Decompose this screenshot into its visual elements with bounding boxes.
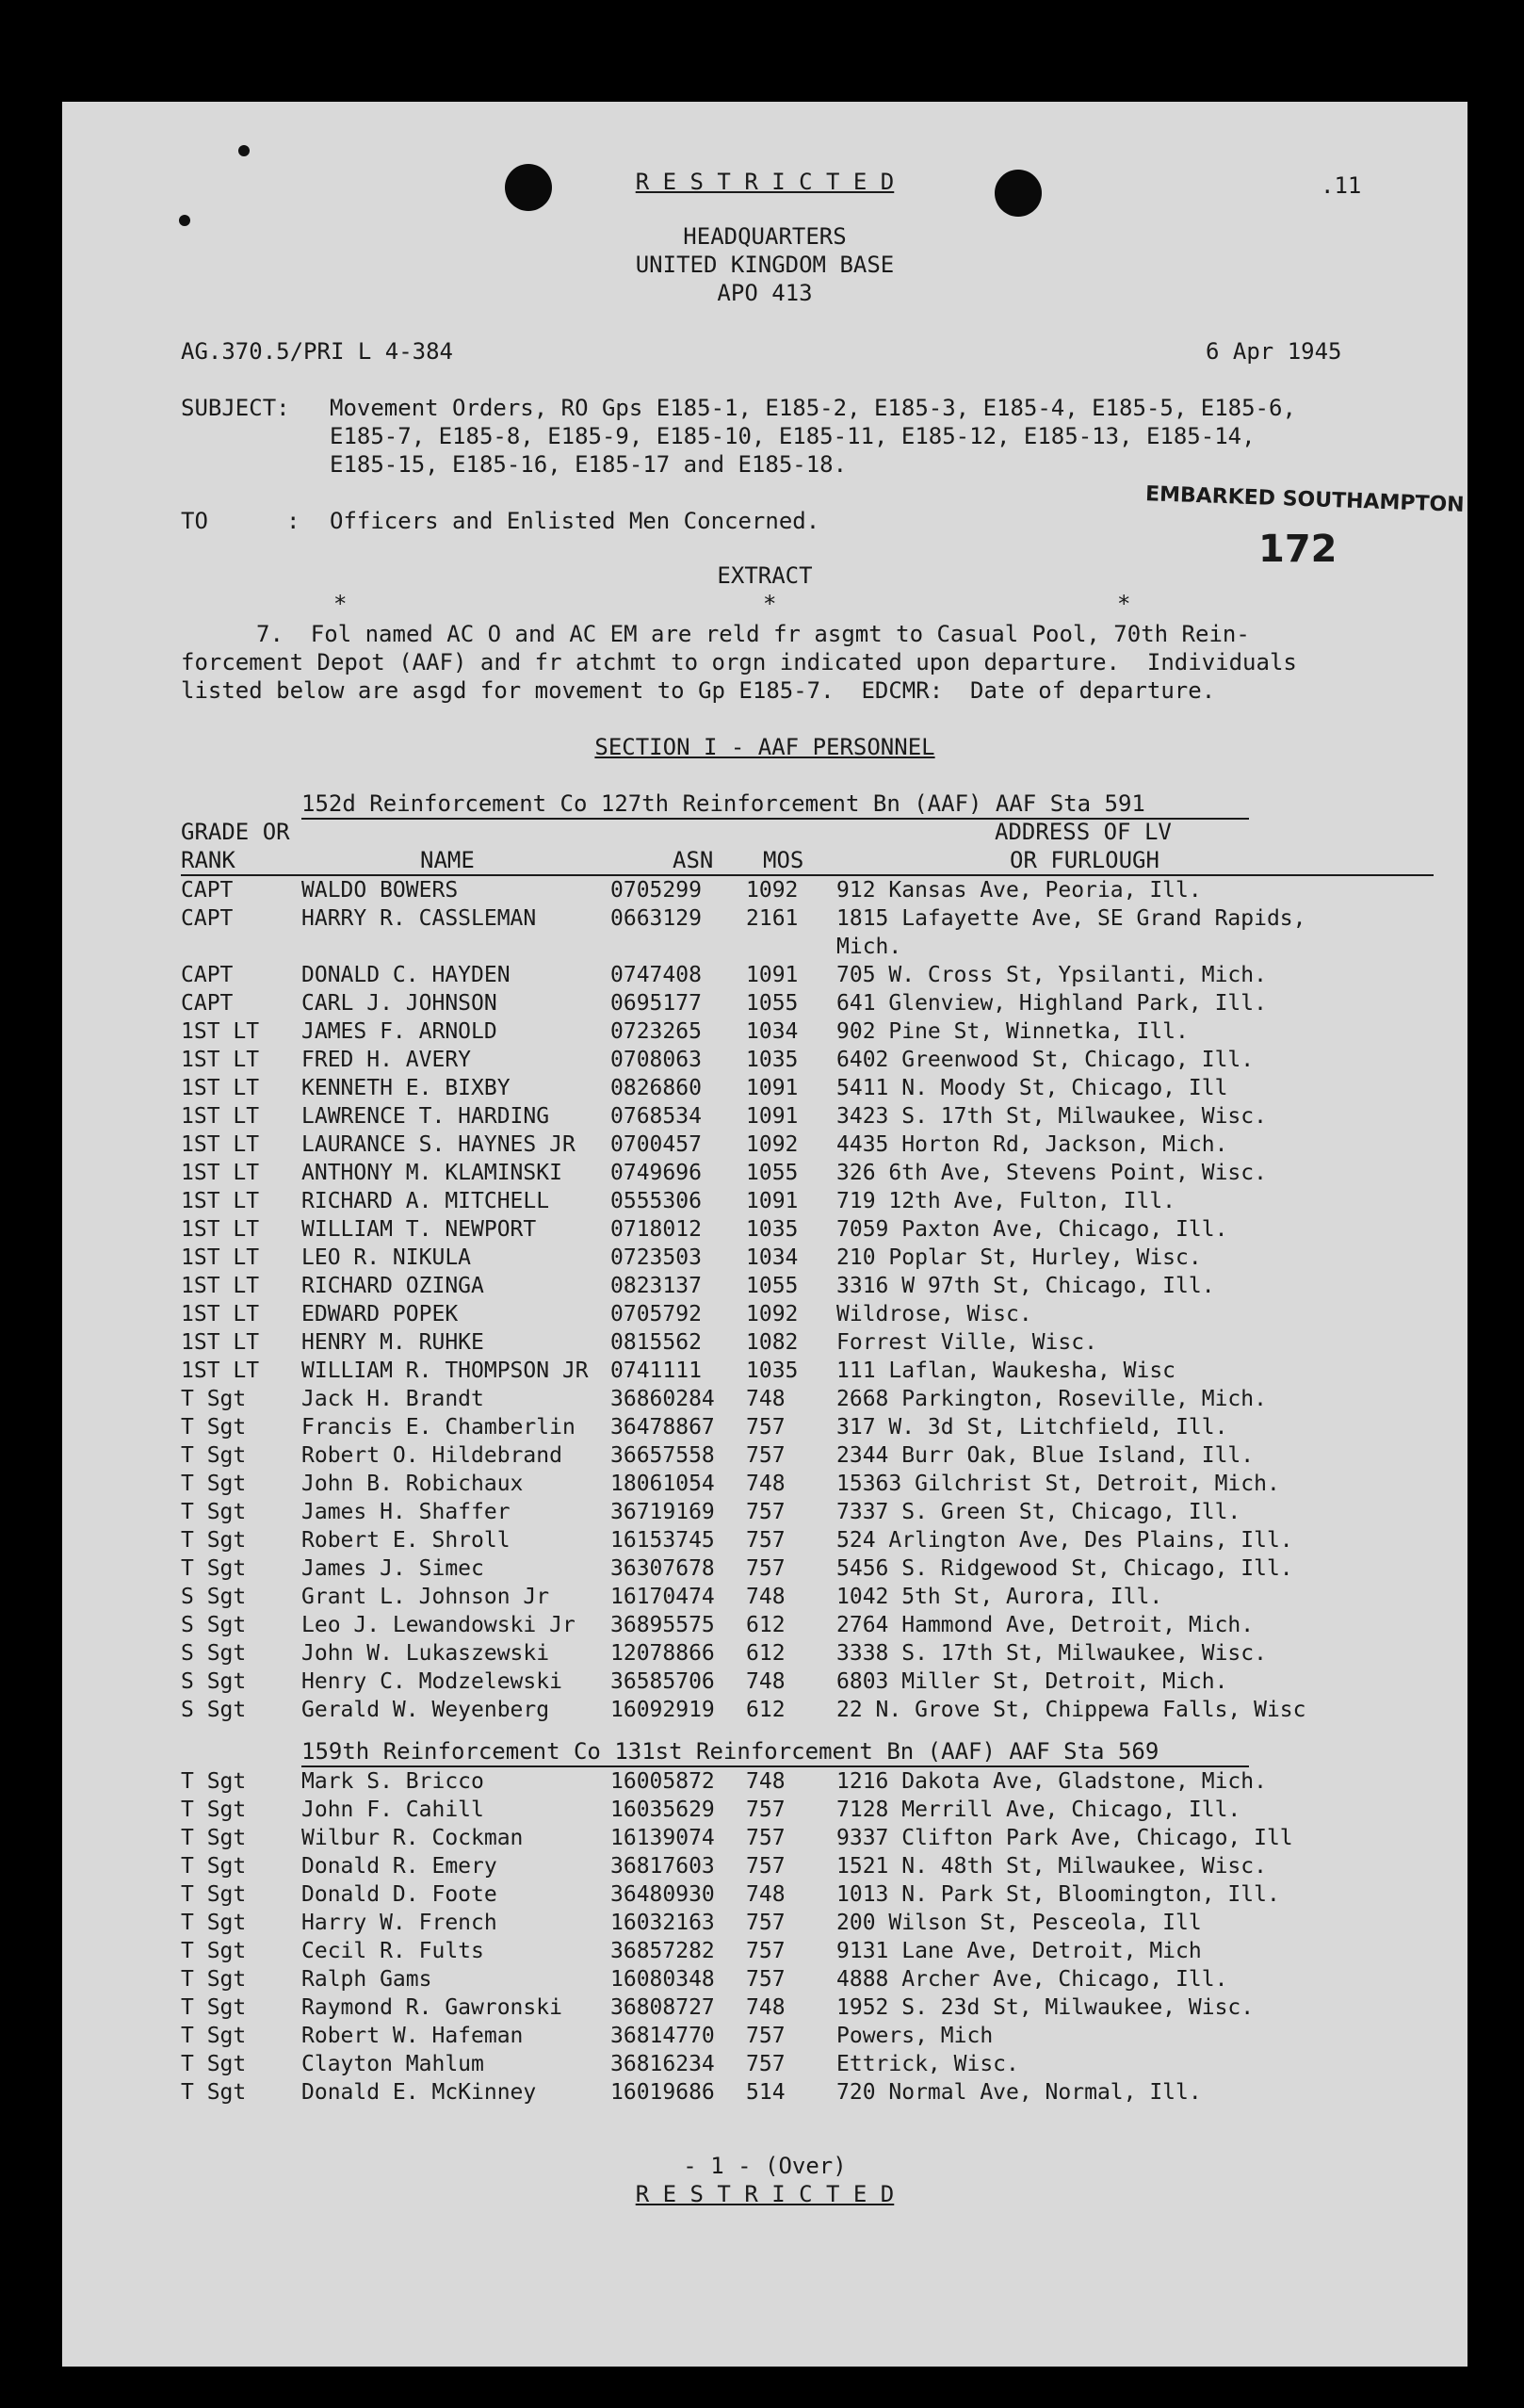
- grade-cell: T Sgt: [181, 1911, 247, 1935]
- classification-top: R E S T R I C T E D: [635, 169, 895, 195]
- asn-cell: 36895575: [610, 1613, 715, 1637]
- table-row: [62, 1215, 1467, 1244]
- asn-cell: 36307678: [610, 1556, 715, 1581]
- grade-cell: CAPT: [181, 878, 234, 903]
- mos-cell: 748: [746, 1769, 786, 1794]
- table-row: [62, 1909, 1467, 1937]
- table-row: [62, 1357, 1467, 1385]
- name-cell: Donald R. Emery: [301, 1854, 497, 1879]
- mos-cell: 757: [746, 1443, 786, 1468]
- grade-cell: T Sgt: [181, 2080, 247, 2105]
- unit-heading-2: 159th Reinforcement Co 131st Reinforcement Bn (AAF) AAF Sta 569: [301, 1738, 1159, 1765]
- address-cell: 7059 Paxton Ave, Chicago, Ill.: [836, 1217, 1228, 1242]
- table-row: [62, 1554, 1467, 1583]
- mos-cell: 757: [746, 1939, 786, 1963]
- table-row: [62, 1470, 1467, 1498]
- table-row: [62, 1017, 1467, 1046]
- table-row: [62, 1852, 1467, 1880]
- name-cell: James H. Shaffer: [301, 1500, 511, 1524]
- grade-cell: CAPT: [181, 963, 234, 987]
- asn-cell: 0723503: [610, 1245, 702, 1270]
- asn-cell: 36808727: [610, 1995, 715, 2020]
- paragraph-line-1: 7. Fol named AC O and AC EM are reld fr asgmt to Casual Pool, 70th Rein-: [256, 621, 1250, 647]
- asn-cell: 36814770: [610, 2024, 715, 2048]
- mos-cell: 748: [746, 1882, 786, 1907]
- address-cell: Ettrick, Wisc.: [836, 2052, 1019, 2076]
- mos-cell: 748: [746, 1585, 786, 1609]
- table-row: [62, 1159, 1467, 1187]
- mos-cell: 1034: [746, 1019, 799, 1044]
- table-row: [62, 1131, 1467, 1159]
- table-row: [62, 1526, 1467, 1554]
- name-cell: KENNETH E. BIXBY: [301, 1076, 511, 1100]
- name-cell: John F. Cahill: [301, 1798, 484, 1822]
- asn-cell: 0705299: [610, 878, 702, 903]
- mos-cell: 1091: [746, 963, 799, 987]
- table-row: [62, 1880, 1467, 1909]
- ink-speck: [238, 145, 250, 156]
- file-reference: AG.370.5/PRI L 4-384: [181, 338, 453, 365]
- name-cell: ANTHONY M. KLAMINSKI: [301, 1161, 562, 1185]
- asn-cell: 36478867: [610, 1415, 715, 1440]
- asn-cell: 0718012: [610, 1217, 702, 1242]
- grade-cell: T Sgt: [181, 2024, 247, 2048]
- name-cell: WILLIAM R. THOMPSON JR: [301, 1359, 589, 1383]
- asn-cell: 0826860: [610, 1076, 702, 1100]
- asn-cell: 12078866: [610, 1641, 715, 1666]
- name-cell: JAMES F. ARNOLD: [301, 1019, 497, 1044]
- table-row: [62, 1074, 1467, 1102]
- address-cell: 1216 Dakota Ave, Gladstone, Mich.: [836, 1769, 1267, 1794]
- col-asn: ASN: [673, 847, 714, 873]
- table-row: [62, 1300, 1467, 1328]
- subject-line-1: Movement Orders, RO Gps E185-1, E185-2, E185-3, E185-4, E185-5, E185-6,: [330, 395, 1296, 421]
- grade-cell: T Sgt: [181, 1798, 247, 1822]
- mos-cell: 757: [746, 1500, 786, 1524]
- name-cell: Robert E. Shroll: [301, 1528, 511, 1553]
- asn-cell: 16019686: [610, 2080, 715, 2105]
- address-cell: 5411 N. Moody St, Chicago, Ill: [836, 1076, 1228, 1100]
- asn-cell: 16170474: [610, 1585, 715, 1609]
- mos-cell: 1055: [746, 991, 799, 1016]
- name-cell: John W. Lukaszewski: [301, 1641, 550, 1666]
- address-cell: 2668 Parkington, Roseville, Mich.: [836, 1387, 1267, 1411]
- asn-cell: 36860284: [610, 1387, 715, 1411]
- table-row: [62, 989, 1467, 1017]
- name-cell: FRED H. AVERY: [301, 1048, 472, 1072]
- name-cell: RICHARD OZINGA: [301, 1274, 484, 1298]
- classification-bottom: R E S T R I C T E D: [635, 2181, 895, 2207]
- mos-cell: 1055: [746, 1274, 799, 1298]
- grade-cell: 1ST LT: [181, 1076, 260, 1100]
- mos-cell: 757: [746, 1826, 786, 1850]
- mos-cell: 1035: [746, 1359, 799, 1383]
- mos-cell: 1092: [746, 878, 799, 903]
- paragraph-line-2: forcement Depot (AAF) and fr atchmt to orgn indicated upon departure. Individuals: [181, 649, 1297, 675]
- grade-cell: 1ST LT: [181, 1048, 260, 1072]
- name-cell: CARL J. JOHNSON: [301, 991, 497, 1016]
- table-row: [62, 2078, 1467, 2107]
- asn-cell: 0695177: [610, 991, 702, 1016]
- name-cell: James J. Simec: [301, 1556, 484, 1581]
- grade-cell: T Sgt: [181, 1387, 247, 1411]
- table-row: [62, 1102, 1467, 1131]
- grade-cell: T Sgt: [181, 1528, 247, 1553]
- table-row: [62, 1046, 1467, 1074]
- address-cell: 1521 N. 48th St, Milwaukee, Wisc.: [836, 1854, 1267, 1879]
- address-cell: Powers, Mich: [836, 2024, 994, 2048]
- mos-cell: 1034: [746, 1245, 799, 1270]
- mos-cell: 757: [746, 1415, 786, 1440]
- table-row: [62, 904, 1467, 933]
- mos-cell: 757: [746, 2052, 786, 2076]
- table-row: [62, 1413, 1467, 1441]
- to-label: TO: [181, 508, 208, 534]
- address-cell: 912 Kansas Ave, Peoria, Ill.: [836, 878, 1202, 903]
- subject-line-3: E185-15, E185-16, E185-17 and E185-18.: [330, 451, 848, 478]
- name-cell: Wilbur R. Cockman: [301, 1826, 524, 1850]
- grade-cell: T Sgt: [181, 1967, 247, 1992]
- grade-cell: T Sgt: [181, 1995, 247, 2020]
- table-row: [62, 1767, 1467, 1796]
- mos-cell: 757: [746, 1556, 786, 1581]
- mos-cell: 748: [746, 1387, 786, 1411]
- name-cell: Clayton Mahlum: [301, 2052, 484, 2076]
- grade-cell: T Sgt: [181, 1415, 247, 1440]
- asn-cell: 16153745: [610, 1528, 715, 1553]
- grade-cell: 1ST LT: [181, 1161, 260, 1185]
- grade-cell: S Sgt: [181, 1641, 247, 1666]
- asn-cell: 0815562: [610, 1330, 702, 1355]
- asn-cell: 0768534: [610, 1104, 702, 1129]
- address-cell: 326 6th Ave, Stevens Point, Wisc.: [836, 1161, 1267, 1185]
- name-cell: HARRY R. CASSLEMAN: [301, 906, 537, 931]
- mos-cell: 757: [746, 1854, 786, 1879]
- asn-cell: 0700457: [610, 1132, 702, 1157]
- col-grade-line-2: RANK: [181, 847, 235, 873]
- section-title: SECTION I - AAF PERSONNEL: [594, 734, 935, 760]
- embarked-stamp: EMBARKED SOUTHAMPTON: [1144, 482, 1465, 517]
- footer-page-number: - 1 - (Over): [683, 2153, 847, 2179]
- name-cell: Leo J. Lewandowski Jr: [301, 1613, 576, 1637]
- asn-cell: 36719169: [610, 1500, 715, 1524]
- header-line-2: UNITED KINGDOM BASE: [635, 252, 895, 278]
- name-cell: Gerald W. Weyenberg: [301, 1698, 550, 1722]
- asn-cell: 0747408: [610, 963, 702, 987]
- grade-cell: 1ST LT: [181, 1274, 260, 1298]
- address-cell: 641 Glenview, Highland Park, Ill.: [836, 991, 1267, 1016]
- col-address-line-1: ADDRESS OF LV: [995, 819, 1172, 845]
- asn-cell: 0705792: [610, 1302, 702, 1326]
- address-cell: 3338 S. 17th St, Milwaukee, Wisc.: [836, 1641, 1267, 1666]
- address-cell: Wildrose, Wisc.: [836, 1302, 1032, 1326]
- table-row: [62, 1639, 1467, 1668]
- name-cell: Grant L. Johnson Jr: [301, 1585, 550, 1609]
- address-cell: 2344 Burr Oak, Blue Island, Ill.: [836, 1443, 1255, 1468]
- address-cell: 1815 Lafayette Ave, SE Grand Rapids,: [836, 906, 1306, 931]
- address-cell: 6402 Greenwood St, Chicago, Ill.: [836, 1048, 1255, 1072]
- asn-cell: 36585706: [610, 1669, 715, 1694]
- mos-cell: 1035: [746, 1217, 799, 1242]
- page-mark: .11: [1321, 172, 1362, 199]
- name-cell: DONALD C. HAYDEN: [301, 963, 511, 987]
- table-row: [62, 1796, 1467, 1824]
- table-row: [62, 1187, 1467, 1215]
- address-cell: 4435 Horton Rd, Jackson, Mich.: [836, 1132, 1228, 1157]
- address-cell: 111 Laflan, Waukesha, Wisc: [836, 1359, 1176, 1383]
- name-cell: HENRY M. RUHKE: [301, 1330, 484, 1355]
- table-row: [62, 1385, 1467, 1413]
- subject-line-2: E185-7, E185-8, E185-9, E185-10, E185-11, E185-12, E185-13, E185-14,: [330, 423, 1256, 449]
- grade-cell: S Sgt: [181, 1669, 247, 1694]
- name-cell: Harry W. French: [301, 1911, 497, 1935]
- col-mos: MOS: [763, 847, 804, 873]
- grade-cell: 1ST LT: [181, 1359, 260, 1383]
- mos-cell: 748: [746, 1995, 786, 2020]
- table-row: [62, 1668, 1467, 1696]
- mos-cell: 748: [746, 1669, 786, 1694]
- table-row: [62, 961, 1467, 989]
- grade-cell: S Sgt: [181, 1613, 247, 1637]
- grade-cell: T Sgt: [181, 1826, 247, 1850]
- address-cell: 1013 N. Park St, Bloomington, Ill.: [836, 1882, 1280, 1907]
- grade-cell: 1ST LT: [181, 1302, 260, 1326]
- address-cell: 3316 W 97th St, Chicago, Ill.: [836, 1274, 1215, 1298]
- grade-cell: T Sgt: [181, 1556, 247, 1581]
- asn-cell: 16005872: [610, 1769, 715, 1794]
- header-line-3: APO 413: [717, 280, 813, 306]
- address-cell: 200 Wilson St, Pesceola, Ill: [836, 1911, 1202, 1935]
- mos-cell: 514: [746, 2080, 786, 2105]
- asn-cell: 0555306: [610, 1189, 702, 1213]
- table-row: [62, 1441, 1467, 1470]
- grade-cell: CAPT: [181, 991, 234, 1016]
- col-grade-line-1: GRADE OR: [181, 819, 290, 845]
- name-cell: LAWRENCE T. HARDING: [301, 1104, 550, 1129]
- grade-cell: 1ST LT: [181, 1245, 260, 1270]
- asn-cell: 16035629: [610, 1798, 715, 1822]
- table-row: [62, 1965, 1467, 1993]
- asn-cell: 0741111: [610, 1359, 702, 1383]
- address-cell: 524 Arlington Ave, Des Plains, Ill.: [836, 1528, 1293, 1553]
- grade-cell: T Sgt: [181, 2052, 247, 2076]
- name-cell: WALDO BOWERS: [301, 878, 459, 903]
- grade-cell: 1ST LT: [181, 1104, 260, 1129]
- grade-cell: T Sgt: [181, 1882, 247, 1907]
- mos-cell: 757: [746, 1967, 786, 1992]
- grade-cell: 1ST LT: [181, 1217, 260, 1242]
- address-cell: 1042 5th St, Aurora, Ill.: [836, 1585, 1163, 1609]
- table-row: [62, 1611, 1467, 1639]
- mos-cell: 757: [746, 1911, 786, 1935]
- asn-cell: 0708063: [610, 1048, 702, 1072]
- table-row: [62, 1993, 1467, 2022]
- subject-label: SUBJECT:: [181, 395, 290, 421]
- name-cell: Raymond R. Gawronski: [301, 1995, 562, 2020]
- address-cell: 1952 S. 23d St, Milwaukee, Wisc.: [836, 1995, 1255, 2020]
- address-cell: 7128 Merrill Ave, Chicago, Ill.: [836, 1798, 1241, 1822]
- address-cell: 210 Poplar St, Hurley, Wisc.: [836, 1245, 1202, 1270]
- grade-cell: T Sgt: [181, 1443, 247, 1468]
- paragraph-line-3: listed below are asgd for movement to Gp E185-7. EDCMR: Date of departure.: [181, 677, 1216, 704]
- name-cell: Mark S. Bricco: [301, 1769, 484, 1794]
- grade-cell: T Sgt: [181, 1939, 247, 1963]
- name-cell: Donald E. McKinney: [301, 2080, 537, 2105]
- to-recipients: Officers and Enlisted Men Concerned.: [330, 508, 820, 534]
- asn-cell: 18061054: [610, 1472, 715, 1496]
- col-name: NAME: [420, 847, 475, 873]
- name-cell: Donald D. Foote: [301, 1882, 497, 1907]
- address-cell: 2764 Hammond Ave, Detroit, Mich.: [836, 1613, 1255, 1637]
- table-row: [62, 876, 1467, 904]
- address-cell: 15363 Gilchrist St, Detroit, Mich.: [836, 1472, 1280, 1496]
- name-cell: Robert O. Hildebrand: [301, 1443, 562, 1468]
- address-cell: 902 Pine St, Winnetka, Ill.: [836, 1019, 1189, 1044]
- table-row: [62, 1244, 1467, 1272]
- mos-cell: 612: [746, 1698, 786, 1722]
- grade-cell: 1ST LT: [181, 1132, 260, 1157]
- address-cell: 5456 S. Ridgewood St, Chicago, Ill.: [836, 1556, 1293, 1581]
- address-cell: Forrest Ville, Wisc.: [836, 1330, 1097, 1355]
- star-1: *: [333, 591, 348, 617]
- asn-cell: 36857282: [610, 1939, 715, 1963]
- table-row: [62, 1583, 1467, 1611]
- grade-cell: T Sgt: [181, 1854, 247, 1879]
- address-cell: 720 Normal Ave, Normal, Ill.: [836, 2080, 1202, 2105]
- address-cell: 317 W. 3d St, Litchfield, Ill.: [836, 1415, 1228, 1440]
- name-cell: LEO R. NIKULA: [301, 1245, 472, 1270]
- mos-cell: 1082: [746, 1330, 799, 1355]
- asn-cell: 16032163: [610, 1911, 715, 1935]
- asn-cell: 0663129: [610, 906, 702, 931]
- address-cell: 705 W. Cross St, Ypsilanti, Mich.: [836, 963, 1267, 987]
- asn-cell: 16092919: [610, 1698, 715, 1722]
- name-cell: Cecil R. Fults: [301, 1939, 484, 1963]
- address-cell: 4888 Archer Ave, Chicago, Ill.: [836, 1967, 1228, 1992]
- table-row: [62, 1328, 1467, 1357]
- name-cell: WILLIAM T. NEWPORT: [301, 1217, 537, 1242]
- mos-cell: 757: [746, 2024, 786, 2048]
- mos-cell: 612: [746, 1641, 786, 1666]
- name-cell: Jack H. Brandt: [301, 1387, 484, 1411]
- col-address-line-2: OR FURLOUGH: [1010, 847, 1159, 873]
- address-cell: 719 12th Ave, Fulton, Ill.: [836, 1189, 1176, 1213]
- grade-cell: T Sgt: [181, 1472, 247, 1496]
- header-line-1: HEADQUARTERS: [683, 223, 847, 250]
- grade-cell: 1ST LT: [181, 1189, 260, 1213]
- address-cell: 9131 Lane Ave, Detroit, Mich: [836, 1939, 1202, 1963]
- asn-cell: 0749696: [610, 1161, 702, 1185]
- star-2: *: [763, 591, 777, 617]
- name-cell: Ralph Gams: [301, 1967, 432, 1992]
- mos-cell: 1092: [746, 1132, 799, 1157]
- mos-cell: 1091: [746, 1189, 799, 1213]
- name-cell: Robert W. Hafeman: [301, 2024, 524, 2048]
- order-date: 6 Apr 1945: [1206, 338, 1342, 365]
- grade-cell: T Sgt: [181, 1769, 247, 1794]
- address-cell: 3423 S. 17th St, Milwaukee, Wisc.: [836, 1104, 1267, 1129]
- address-cell: 6803 Miller St, Detroit, Mich.: [836, 1669, 1228, 1694]
- table-row-continuation: [62, 933, 1467, 961]
- table-row: [62, 2050, 1467, 2078]
- asn-cell: 36816234: [610, 2052, 715, 2076]
- address-cell: 9337 Clifton Park Ave, Chicago, Ill: [836, 1826, 1293, 1850]
- mos-cell: 1091: [746, 1076, 799, 1100]
- mos-cell: 1055: [746, 1161, 799, 1185]
- grade-cell: S Sgt: [181, 1585, 247, 1609]
- extract-label: EXTRACT: [717, 562, 813, 589]
- address-cell: 7337 S. Green St, Chicago, Ill.: [836, 1500, 1241, 1524]
- grade-cell: 1ST LT: [181, 1019, 260, 1044]
- name-cell: Francis E. Chamberlin: [301, 1415, 576, 1440]
- grade-cell: 1ST LT: [181, 1330, 260, 1355]
- table-row: [62, 1696, 1467, 1724]
- table-row: [62, 1498, 1467, 1526]
- grade-cell: T Sgt: [181, 1500, 247, 1524]
- asn-cell: 0823137: [610, 1274, 702, 1298]
- document-page: [62, 102, 1467, 2367]
- mos-cell: 1035: [746, 1048, 799, 1072]
- address-cell: Mich.: [836, 935, 902, 959]
- table-row: [62, 1272, 1467, 1300]
- mos-cell: 2161: [746, 906, 799, 931]
- stamp-number: 172: [1258, 528, 1338, 571]
- table-row: [62, 2022, 1467, 2050]
- mos-cell: 748: [746, 1472, 786, 1496]
- mos-cell: 1091: [746, 1104, 799, 1129]
- table-row: [62, 1937, 1467, 1965]
- name-cell: LAURANCE S. HAYNES JR: [301, 1132, 576, 1157]
- mos-cell: 757: [746, 1798, 786, 1822]
- grade-cell: CAPT: [181, 906, 234, 931]
- asn-cell: 36480930: [610, 1882, 715, 1907]
- name-cell: EDWARD POPEK: [301, 1302, 459, 1326]
- name-cell: John B. Robichaux: [301, 1472, 524, 1496]
- unit-heading-1: 152d Reinforcement Co 127th Reinforcement Bn (AAF) AAF Sta 591: [301, 790, 1145, 817]
- grade-cell: S Sgt: [181, 1698, 247, 1722]
- asn-cell: 36817603: [610, 1854, 715, 1879]
- star-3: *: [1117, 591, 1131, 617]
- asn-cell: 16080348: [610, 1967, 715, 1992]
- asn-cell: 36657558: [610, 1443, 715, 1468]
- name-cell: RICHARD A. MITCHELL: [301, 1189, 550, 1213]
- asn-cell: 16139074: [610, 1826, 715, 1850]
- table-row: [62, 1824, 1467, 1852]
- asn-cell: 0723265: [610, 1019, 702, 1044]
- mos-cell: 1092: [746, 1302, 799, 1326]
- mos-cell: 757: [746, 1528, 786, 1553]
- mos-cell: 612: [746, 1613, 786, 1637]
- to-colon: :: [286, 508, 300, 534]
- address-cell: 22 N. Grove St, Chippewa Falls, Wisc: [836, 1698, 1306, 1722]
- name-cell: Henry C. Modzelewski: [301, 1669, 562, 1694]
